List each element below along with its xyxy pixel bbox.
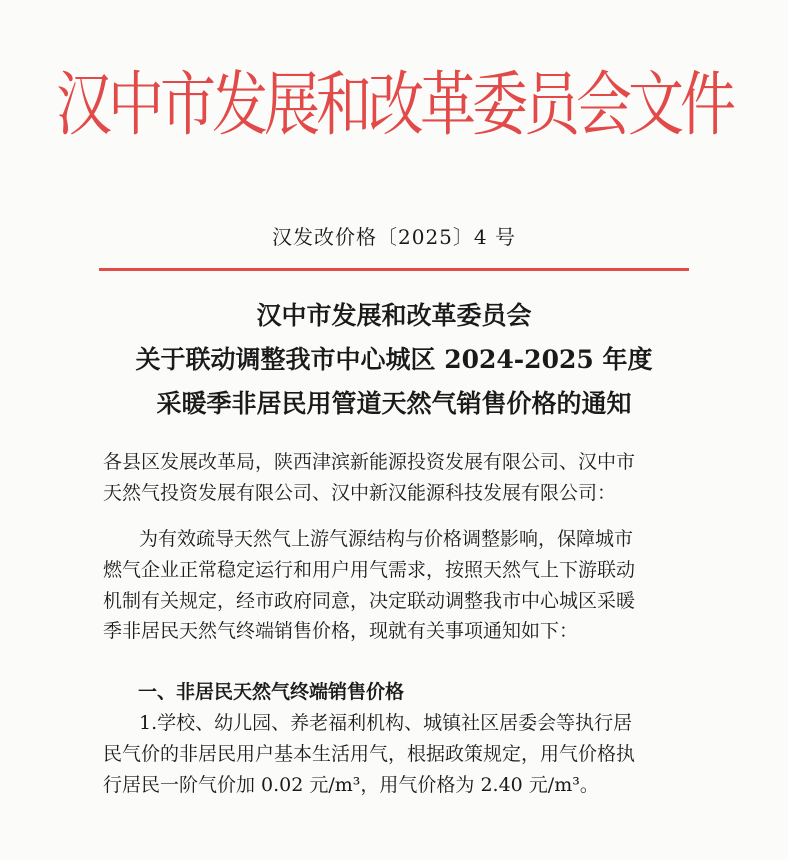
addressee-line-2: 天然气投资发展有限公司、汉中新汉能源科技发展有限公司： xyxy=(103,481,617,504)
title-line-3: 采暖季非居民用管道天然气销售价格的通知 xyxy=(156,389,632,418)
item1-line-3: 行居民一阶气价加 0.02 元/m³，用气价格为 2.40 元/m³。 xyxy=(103,773,599,796)
title-line-2: 关于联动调整我市中心城区 2024-2025 年度 xyxy=(135,345,653,374)
item1-line-2: 民气价的非居民用户基本生活用气，根据政策规定，用气价格执 xyxy=(103,742,636,765)
issuer-masthead: 汉中市发展和改革委员会文件 xyxy=(56,64,732,146)
notice-title xyxy=(0,294,788,426)
section-1-item-1 xyxy=(103,708,693,800)
item1-line-1: 1.学校、幼儿园、养老福利机构、城镇社区居委会等执行居 xyxy=(139,712,633,734)
intro-line-3: 机制有关规定，经市政府同意，决定联动调整我市中心城区采暖 xyxy=(103,589,636,612)
section-heading-1: 一、非居民天然气终端销售价格 xyxy=(138,681,405,703)
intro-line-4: 季非居民天然气终端销售价格，现就有关事项通知如下： xyxy=(103,620,579,643)
document-number: 汉发改价格〔2025〕4 号 xyxy=(272,225,516,249)
intro-line-2: 燃气企业正常稳定运行和用户用气需求，按照天然气上下游联动 xyxy=(103,558,636,581)
intro-paragraph xyxy=(103,524,693,647)
intro-line-1: 为有效疏导天然气上游气源结构与价格调整影响，保障城市 xyxy=(139,528,634,550)
addressee-block xyxy=(103,447,693,509)
addressee-line-1: 各县区发展改革局，陕西津滨新能源投资发展有限公司、汉中市 xyxy=(103,451,636,473)
red-separator-line xyxy=(99,268,689,271)
title-line-1: 汉中市发展和改革委员会 xyxy=(256,301,532,330)
